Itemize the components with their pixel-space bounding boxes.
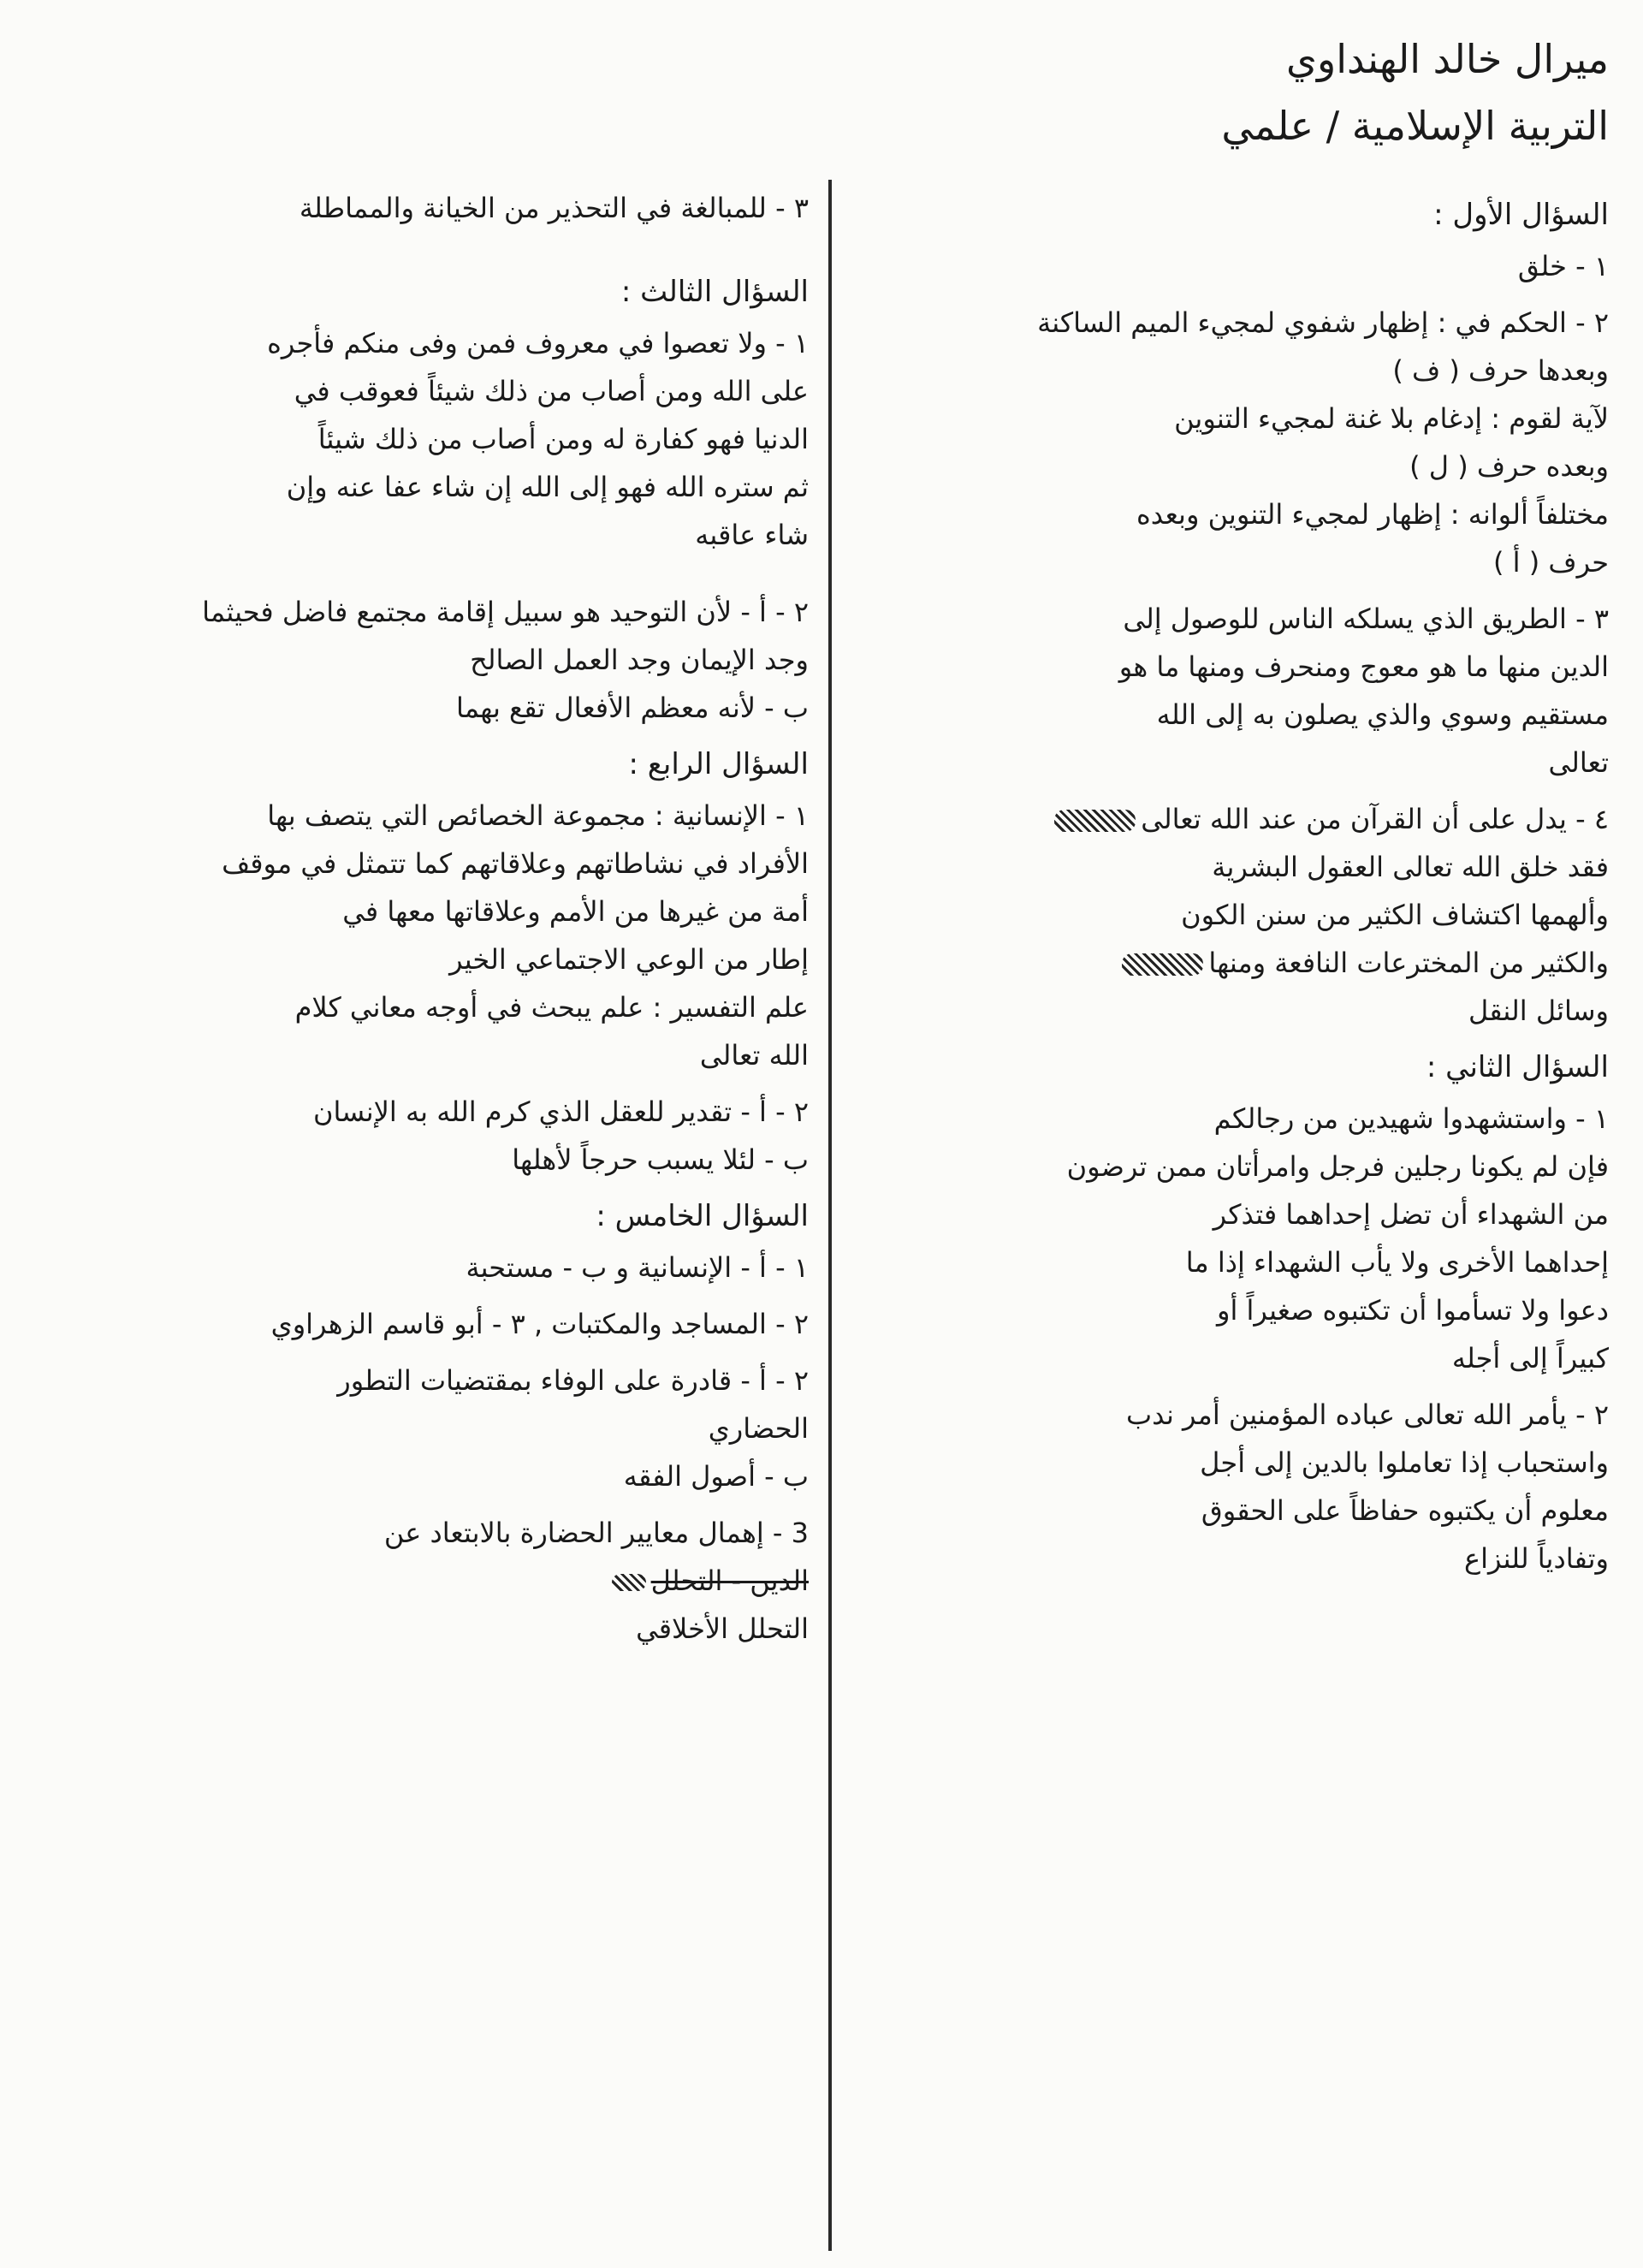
answer-text: والكثير من المخترعات النافعة ومنها: [1208, 947, 1609, 979]
column-divider: [828, 180, 832, 2251]
q1-heading: السؤال الأول :: [1433, 198, 1609, 232]
answer-line: الدين منها ما هو معوج ومنحرف ومنها ما هو: [1118, 650, 1609, 683]
right-column: [847, 184, 1609, 1591]
answer-line: وبعده حرف ( ل ): [1409, 450, 1609, 483]
q2-answer-2: [847, 1391, 1609, 1582]
left-column: [26, 184, 809, 1661]
q4-heading: السؤال الرابع :: [628, 747, 809, 781]
q5-answer-3: [26, 1357, 809, 1500]
q2-heading: السؤال الثاني :: [1426, 1050, 1609, 1084]
answer-line: ٣ - للمبالغة في التحذير من الخيانة والمماطلة: [299, 192, 809, 224]
q5-answer-4: [26, 1509, 809, 1653]
q3-answer-1: [26, 319, 809, 559]
q4-answer-2: [26, 1088, 809, 1184]
student-name: ميرال خالد الهنداوي: [1286, 36, 1609, 82]
answer-line: [26, 1557, 809, 1605]
answer-line: ٢ - أ - لأن التوحيد هو سبيل إقامة مجتمع فاضل فحيثما: [202, 596, 809, 628]
answer-line: حرف ( أ ): [1493, 546, 1609, 579]
answer-line: معلوم أن يكتبوه حفاظاً على الحقوق: [1201, 1494, 1609, 1527]
crossed-out-text: الدين - التحلل: [650, 1564, 809, 1597]
q1-answer-2: [847, 299, 1609, 586]
answer-line: فقد خلق الله تعالى العقول البشرية: [1212, 851, 1609, 883]
answer-line: مختلفاً ألوانه : إظهار لمجيء التنوين وبعده: [1136, 498, 1609, 531]
answer-line: وألهمها اكتشاف الكثير من سنن الكون: [1181, 899, 1609, 931]
spacer: [26, 240, 809, 261]
subject-line: التربية الإسلامية / علمي: [1221, 103, 1609, 149]
answer-line: ٢ - يأمر الله تعالى عباده المؤمنين أمر ندب: [1126, 1398, 1609, 1431]
q2-answer-3: [26, 184, 809, 232]
scribble-mark: [1122, 953, 1203, 976]
answer-line: ٢ - أ - تقدير للعقل الذي كرم الله به الإنسان: [312, 1095, 809, 1128]
answer-text: ٤ - يدل على أن القرآن من عند الله تعالى: [1141, 803, 1609, 835]
answer-line: تعالى: [1548, 746, 1609, 779]
q5-heading: السؤال الخامس :: [596, 1199, 809, 1233]
answer-line: ٢ - الحكم في : إظهار شفوي لمجيء الميم الساكنة: [1037, 306, 1609, 339]
answer-line: ب - لأنه معظم الأفعال تقع بهما: [455, 692, 809, 724]
answer-line: ١ - خلق: [1517, 250, 1609, 282]
answer-line: ١ - أ - الإنسانية و ب - مستحبة: [466, 1251, 809, 1284]
answer-line: ٢ - المساجد والمكتبات , ٣ - أبو قاسم الزهراوي: [270, 1308, 809, 1340]
answer-line: مستقيم وسوي والذي يصلون به إلى الله: [1156, 698, 1609, 731]
sheet-header: [958, 26, 1609, 159]
answer-line: إطار من الوعي الاجتماعي الخير: [449, 943, 809, 976]
answer-line: [847, 939, 1609, 987]
answer-line: واستحباب إذا تعاملوا بالدين إلى أجل: [1200, 1446, 1609, 1479]
q5-answer-1: [26, 1244, 809, 1291]
answer-line: علم التفسير : علم يبحث في أوجه معاني كلام: [294, 991, 809, 1024]
answer-line: وسائل النقل: [1468, 994, 1609, 1027]
answer-line: إحداهما الأخرى ولا يأب الشهداء إذا ما: [1185, 1246, 1609, 1279]
answer-line: ب - أصول الفقه: [623, 1460, 809, 1493]
answer-line: شاء عاقبه: [695, 519, 809, 551]
answer-line: وجد الإيمان وجد العمل الصالح: [470, 644, 809, 676]
answer-line: 3 - إهمال معايير الحضارة بالابتعاد عن: [383, 1517, 809, 1549]
answer-line: على الله ومن أصاب من ذلك شيئاً فعوقب في: [294, 375, 809, 407]
q1-answer-4: [847, 795, 1609, 1035]
answer-line: [847, 795, 1609, 843]
answer-line: كبيراً إلى أجله: [1451, 1342, 1609, 1374]
answer-line: من الشهداء أن تضل إحداهما فتذكر: [1213, 1198, 1609, 1231]
answer-line: ب - لئلا يسبب حرجاً لأهلها: [512, 1143, 809, 1176]
q4-answer-1: [26, 792, 809, 1079]
q3-heading: السؤال الثالث :: [620, 275, 809, 309]
answer-line: ١ - ولا تعصوا في معروف فمن وفى منكم فأجره: [267, 327, 809, 359]
q5-answer-2: [26, 1300, 809, 1348]
answer-line: ٣ - الطريق الذي يسلكه الناس للوصول إلى: [1123, 603, 1609, 635]
answer-line: الله تعالى: [699, 1039, 809, 1072]
spacer: [26, 567, 809, 588]
answer-line: الأفراد في نشاطاتهم وعلاقاتهم كما تتمثل في موقف: [222, 847, 809, 880]
q2-answer-1: [847, 1095, 1609, 1382]
answer-line: دعوا ولا تسأموا أن تكتبوه صغيراً أو: [1217, 1294, 1609, 1327]
scribble-mark: [1054, 810, 1136, 832]
answer-line: ١ - واستشهدوا شهيدين من رجالكم: [1213, 1102, 1609, 1135]
answer-line: التحلل الأخلاقي: [636, 1612, 809, 1645]
answer-line: فإن لم يكونا رجلين فرجل وامرأتان ممن ترضون: [1066, 1150, 1609, 1183]
answer-line: أمة من غيرها من الأمم وعلاقاتها معها في: [342, 895, 809, 928]
scribble-mark: [612, 1574, 646, 1591]
answer-line: ٢ - أ - قادرة على الوفاء بمقتضيات التطور: [337, 1364, 809, 1397]
answer-line: لآية لقوم : إدغام بلا غنة لمجيء التنوين: [1174, 402, 1609, 435]
q1-answer-1: [847, 242, 1609, 290]
answer-line: الدنيا فهو كفارة له ومن أصاب من ذلك شيئاً: [317, 423, 809, 455]
q3-answer-2: [26, 588, 809, 732]
answer-line: الحضاري: [708, 1412, 809, 1445]
q1-answer-3: [847, 595, 1609, 787]
answer-line: ثم ستره الله فهو إلى الله إن شاء عفا عنه وإن: [286, 471, 809, 503]
answer-line: وتفادياً للنزاع: [1463, 1542, 1609, 1575]
answer-line: وبعدها حرف ( ف ): [1392, 354, 1609, 387]
answer-line: ١ - الإنسانية : مجموعة الخصائص التي يتصف بها: [267, 799, 809, 832]
